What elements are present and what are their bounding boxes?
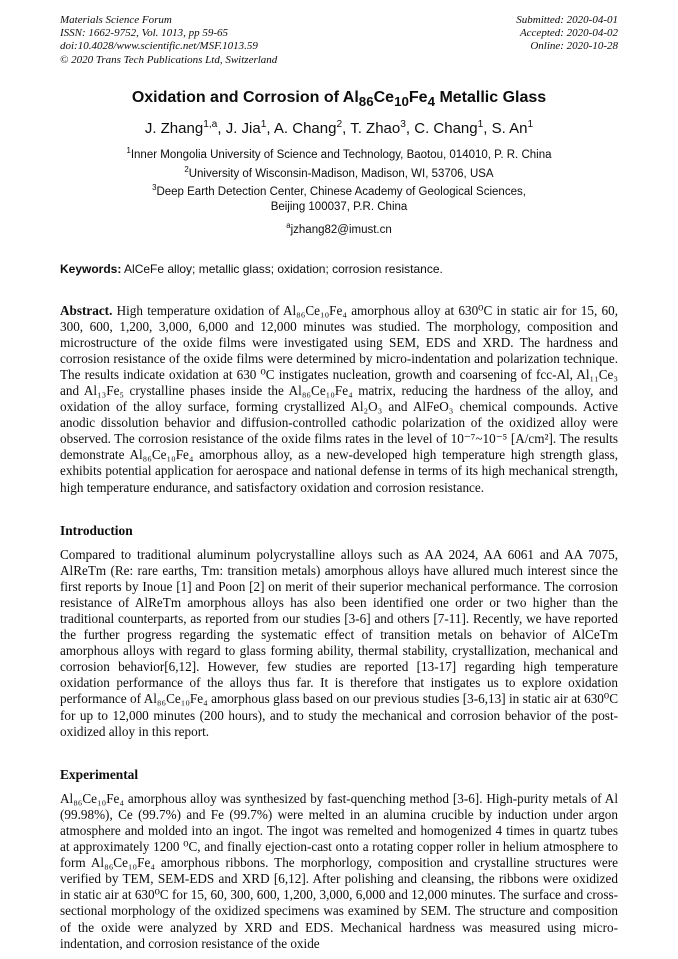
affiliation-1: [60, 148, 618, 163]
title-text: Oxidation and Corrosion of Al: [131, 88, 359, 106]
affiliation-mark: 1: [126, 146, 131, 156]
authors-line: [60, 120, 618, 138]
experimental-paragraph: Al₈₆Ce₁₀Fe₄ amorphous alloy was synthesized by fast-quenching method [3-6]. High-purity metals of Al (99.98%), Ce (99.7%) and Fe (99.7%) were melted in an alumina crucible by induction under argon atmosphere and molded into an ingot. The ingot was remelted and homogenized 4 times in quartz tubes at approximately 1200 ⁰C, and finally ejection-cast onto a rotating copper roller in helium atmosphere to form Al₈₆Ce₁₀Fe₄ amorphous ribbons. The morphorlogy, composition and crystalline structures were verified by TEM, SEM-EDS and XRD [6,12]. After polishing and cleansing, the ribbons were oxidized in static air at 630⁰C for 15, 60, 300, 600, 1,200, 3,000, 6,000 and 12,000 minutes. The surface and cross-sectional morphology of the oxidized specimens was examined by SEM. The structure and composition of the oxide were analyzed by XRD and EDS. Mechanical hardness was measured using micro-indentation, and corrosion resistance of the oxide: [60, 790, 618, 951]
affiliations: [60, 148, 618, 214]
online-date: Online: 2020-10-28: [530, 40, 618, 53]
keywords-text: AlCeFe alloy; metallic glass; oxidation; corrosion resistance.: [121, 261, 443, 276]
author: [492, 120, 534, 137]
title-text: Ce: [373, 88, 395, 106]
keywords-label: Keywords:: [60, 261, 122, 276]
author-separator: ,: [342, 120, 347, 137]
author-name: T. Zhao: [350, 120, 401, 137]
doi-line: doi:10.4028/www.scientific.net/MSF.1013.59: [60, 40, 258, 53]
masthead: [60, 14, 618, 67]
title-subscript: 4: [427, 94, 435, 109]
abstract-text: High temperature oxidation of Al₈₆Ce₁₀Fe₄ amorphous alloy at 630⁰C in static air for 15, 60, 300, 600, 1,200, 3,000, 6,000 and 12,000 minutes was studied. The morphology, composition and microstructure of the oxide films were investigated using SEM, EDS and XRD. The hardness and corrosion resistance of the oxide films were determined by micro-indentation and polarization technique. The results indicate oxidation at 630 ⁰C instigates nucleation, growth and coarsening of fcc-Al, Al₁₁Ce₃ and Al₁₃Fe₅ crystalline phases inside the Al₈₆Ce₁₀Fe₄ matrix, reducing the hardness of the alloy, and oxidation of the alloy surface, forming crystallized Al₂O₃ and AlFeO₃ chemical compounds. Active anodic dissolution behavior and diffusion-controlled cathodic polarization of the oxidized alloy were observed. The corrosion resistance of the oxide films rates in the level of 10⁻⁷~10⁻⁵ [A/cm²]. The results demonstrate Al₈₆Ce₁₀Fe₄ amorphous alloy, as a new-developed high temperature high strength glass, exhibits potential application for aerospace and national defense in terms of its high mechanical strength, high temperature endurance, and satisfactory oxidation and corrosion resistance.: [60, 302, 618, 495]
title-text: Fe: [408, 88, 428, 106]
author-affiliation-mark: 2: [336, 119, 343, 130]
submission-dates: [516, 14, 618, 67]
abstract-paragraph: [60, 303, 618, 496]
author-affiliation-mark: 1: [477, 119, 484, 130]
email-text: jzhang82@imust.cn: [290, 224, 392, 236]
abstract-label: Abstract.: [60, 302, 113, 318]
affiliation-text: University of Wisconsin-Madison, Madison, WI, 53706, USA: [188, 167, 494, 180]
affiliation-text: Beijing 100037, P.R. China: [270, 200, 408, 213]
author-name: S. An: [491, 120, 528, 137]
title-text: Metallic Glass: [435, 88, 547, 106]
author-name: J. Jia: [225, 120, 261, 137]
author: [414, 120, 487, 137]
journal-info: [60, 14, 277, 67]
author-affiliation-mark: 1,a: [203, 119, 218, 130]
journal-name: Materials Science Forum: [60, 14, 172, 26]
author-separator: ,: [483, 120, 488, 137]
email-mark: a: [286, 221, 291, 231]
section-heading-experimental: Experimental: [60, 766, 139, 782]
author-name: C. Chang: [414, 120, 478, 137]
author: [350, 120, 410, 137]
issn-volume-line: ISSN: 1662-9752, Vol. 1013, pp 59-65: [60, 27, 229, 40]
accepted-date: Accepted: 2020-04-02: [519, 27, 618, 40]
keywords-line: [60, 262, 618, 277]
copyright-line: © 2020 Trans Tech Publications Ltd, Switzerland: [60, 53, 278, 66]
affiliation-2: [60, 164, 618, 182]
author: [226, 120, 271, 137]
author-name: A. Chang: [273, 120, 337, 137]
corresponding-email: [60, 223, 618, 238]
affiliation-3-continued: [60, 200, 618, 215]
affiliation-3: [60, 185, 618, 200]
author-name: J. Zhang: [144, 120, 204, 137]
introduction-paragraph: Compared to traditional aluminum polycrystalline alloys such as AA 2024, AA 6061 and AA 7075, AlReTm (Re: rare earths, Tm: transition metals) amorphous alloys have allured much interest since the first reports by Inoue [1] and Poon [2] on merit of their superior mechanical performance. The corrosion resistance of AlReTm amorphous alloys has also been identified one order or two higher than the traditional counterparts, as reported from our studies [3-6] and others [7-11]. Recently, we have reported the further progress regarding the systematic effect of transition metals on behavior of AlCeTm amorphous alloys with regard to glass forming ability, thermal stability, crystallization, mechanical and corrosion behavior[6,12]. However, few studies are reported [13-17] regarding high temperature oxidation performance of the alloys thus far. It is therefore that instigates us to explore oxidation performance of Al₈₆Ce₁₀Fe₄ amorphous glass based on our previous studies [3-6,13] in static air at 630⁰C for up to 12,000 minutes (200 hours), and to study the mechanical and corrosion behavior of the post-oxidized alloy in this report.: [60, 546, 618, 739]
author-separator: ,: [217, 120, 222, 137]
author-affiliation-mark: 1: [260, 119, 267, 130]
affiliation-mark: 2: [184, 164, 189, 174]
affiliation-text: Deep Earth Detection Center, Chinese Academy of Geological Sciences,: [156, 186, 526, 198]
author-separator: ,: [266, 120, 271, 137]
paper-title: [60, 88, 618, 112]
author-affiliation-mark: 1: [527, 119, 534, 130]
affiliation-mark: 3: [152, 183, 157, 193]
author-affiliation-mark: 3: [400, 119, 406, 130]
author-separator: ,: [405, 120, 411, 137]
author: [274, 120, 346, 137]
title-subscript: 10: [394, 94, 409, 109]
section-heading-introduction: Introduction: [60, 522, 133, 538]
author: [145, 120, 222, 137]
affiliation-text: Inner Mongolia University of Science and Technology, Baotou, 014010, P. R. China: [130, 149, 552, 161]
submitted-date: Submitted: 2020-04-01: [516, 14, 618, 26]
title-subscript: 86: [358, 94, 374, 109]
